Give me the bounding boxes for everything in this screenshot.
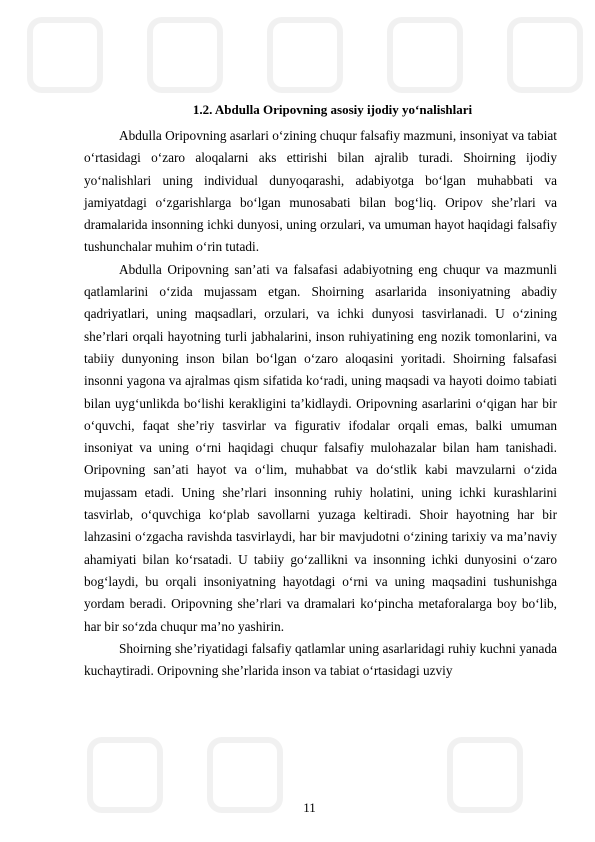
section-heading: 1.2. Abdulla Oripovning asosiy ijodiy yo‘nalishlari xyxy=(192,102,473,117)
paragraph-1: Abdulla Oripovning asarlari o‘zining chuqur falsafiy mazmuni, insoniyat va tabiat o‘rtasidagi o‘zaro aloqalarni aks ettirishi bilan ajralib turadi. Shoirning ijodiy yo‘nalishlari uning individual dunyoqarashi, adabiyotga bo‘lgan muhabbati va jamiyatdagi o‘zgarishlarga bo‘lgan munosabati bilan bog‘liq. Oripov she’rlari va dramalarida insonning ichki dunyosi, uning orzulari, va umuman hayot haqidagi falsafiy tushunchalar muhim o‘rin tutadi. xyxy=(84,128,557,255)
paragraph-3: Shoirning she’riyatidagi falsafiy qatlamlar uning asarlaridagi ruhiy kuchni yanada kuchaytiradi. Oripovning she’rlarida inson va tabiat o‘rtasidagi uzviy xyxy=(84,640,557,679)
paragraph-2: Abdulla Oripovning san’ati va falsafasi adabiyotning eng chuqur va mazmunli qatlamlarini o‘zida mujassam etgan. Shoirning asarlarida insoniyatning abadiy qadriyatlari, uning maqsadlari, orzulari, va ichki dunyosi tasvirlanadi. U o‘zining she’rlari orqali hayotning turli jabhalarini, inson ruhiyatining eng nozik tomonlarini, va tabiiy dunyoning inson bilan bo‘lgan o‘zaro aloqasini yoritadi. Shoirning falsafasi insonni yagona va ajralmas qism sifatida ko‘radi, uning maqsadi va hayoti doimo tabiati bilan uyg‘unlikda bo‘lishi kerakligini ta’kidlaydi. Oripovning asarlarini o‘qigan har bir o‘quvchi, faqat she’riy tasvirlar va figurativ ifodalar orqali emas, balki umuman insoniyat va uning o‘rni haqidagi chuqur falsafiy mulohazalar bilan ham tanishadi. Oripovning san’ati hayot va o‘lim, muhabbat va do‘stlik kabi mavzularni o‘zida mujassam etadi. Uning she’rlari insonning ruhiy holatini, uning ichki kurashlarini tasvirlab, o‘quvchiga ko‘plab savollarni yuzaga keltiradi. Shoir hayotning har bir lahzasini o‘zgacha ravishda tasvirlaydi, har bir mavjudotni o‘zining tarixiy va ma’naviy ahamiyati bilan ko‘rsatadi. U tabiiy go‘zallikni va insonning ichki dunyosini o‘zaro bog‘laydi, bu orqali insoniyatning hayotdagi o‘rni va uning maqsadini tushunishga yordam beradi. Oripovning she’rlari va dramalari ko‘pincha metaforalarga boy bo‘lib, har bir so‘zda chuqur ma’no yashirin. xyxy=(84,261,557,634)
document-page xyxy=(84,100,557,682)
page-number: 11 xyxy=(303,800,316,815)
